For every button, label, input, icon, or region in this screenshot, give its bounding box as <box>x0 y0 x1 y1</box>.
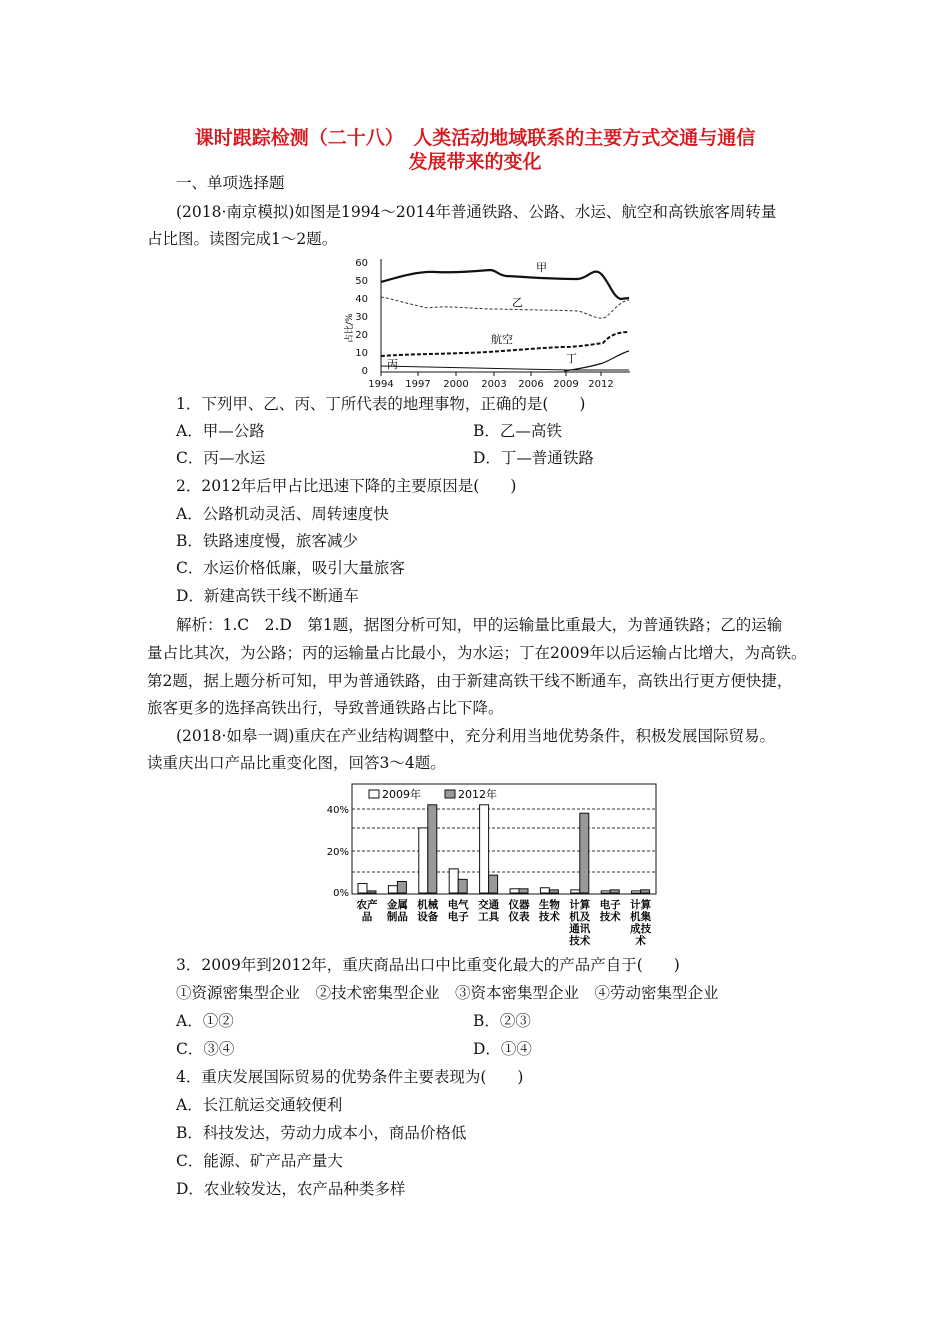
bar-2012-7 <box>580 813 589 893</box>
q1-stem: 1．下列甲、乙、丙、丁所代表的地理事物，正确的是( ) <box>176 395 586 413</box>
x-tick-1997: 1997 <box>405 379 431 390</box>
legend-2012-label: 2012年 <box>458 788 497 801</box>
bar-2012-9 <box>641 890 650 893</box>
answer-1-line-2: 量占比其次，为公路；丙的运输量占比最小，为水运；丁在2009年以后运输占比增大，为高铁。 <box>147 644 807 662</box>
title-line-1: 课时跟踪检测（二十八） 人类活动地域联系的主要方式交通与通信 <box>194 127 756 149</box>
q3-option-a: A．①② <box>176 1012 234 1030</box>
q1-option-a: A．甲—公路 <box>176 422 265 440</box>
category-label-2: 机械设备 <box>417 899 439 923</box>
q2-option-c: C．水运价格低廉，吸引大量旅客 <box>176 559 405 577</box>
label-yi: 乙 <box>512 296 523 309</box>
intro-2-line-2: 读重庆出口产品比重变化图，回答3～4题。 <box>147 754 446 772</box>
q2-stem: 2．2012年后甲占比迅速下降的主要原因是( ) <box>176 477 517 495</box>
y-tick-20pct: 20% <box>326 847 349 858</box>
intro-2-line-1: (2018·如皋一调)重庆在产业结构调整中，充分利用当地优势条件，积极发展国际贸易。 <box>176 727 775 745</box>
y-tick-40: 40 <box>355 294 368 305</box>
q1-option-d: D．丁—普通铁路 <box>473 449 594 467</box>
q2-option-a: A．公路机动灵活、周转速度快 <box>176 505 389 523</box>
q2-option-b: B．铁路速度慢，旅客减少 <box>176 532 358 550</box>
title-line-2: 发展带来的变化 <box>408 151 542 173</box>
bar-2012-3 <box>458 879 467 893</box>
y-tick-20: 20 <box>355 330 368 341</box>
q4-option-b: B．科技发达，劳动力成本小，商品价格低 <box>176 1124 467 1142</box>
bar-2009-0 <box>358 884 367 893</box>
q3-option-c: C．③④ <box>176 1040 235 1058</box>
y-tick-30: 30 <box>355 312 368 323</box>
q3-option-d: D．①④ <box>473 1040 532 1058</box>
bar-2012-2 <box>428 805 437 893</box>
legend-2009-swatch <box>369 790 379 798</box>
category-label-3: 电气电子 <box>447 899 469 923</box>
q3-stem: 3．2009年到2012年，重庆商品出口中比重变化最大的产品产自于( ) <box>176 956 680 974</box>
intro-1-line-1: (2018·南京模拟)如图是1994～2014年普通铁路、公路、水运、航空和高铁旅客周转量 <box>176 203 777 221</box>
intro-1-line-2: 占比图。读图完成1～2题。 <box>147 230 338 248</box>
category-label-9: 计算机集成技术 <box>630 899 652 947</box>
legend-2012-swatch <box>445 790 455 798</box>
q4-option-a: A．长江航运交通较便利 <box>176 1096 343 1114</box>
series-jia-line <box>381 270 629 299</box>
y-tick-50: 50 <box>355 276 368 287</box>
line-chart <box>338 255 638 390</box>
y-tick-0: 0 <box>361 366 368 377</box>
x-tick-2006: 2006 <box>518 379 544 390</box>
bar-2009-3 <box>449 869 458 893</box>
bar-2012-6 <box>549 890 558 893</box>
bar-2009-8 <box>601 891 610 893</box>
bar-2012-5 <box>519 889 528 893</box>
category-label-1: 金属制品 <box>386 899 408 923</box>
section-heading: 一、单项选择题 <box>176 174 285 192</box>
bar-2012-1 <box>397 881 406 893</box>
q4-stem: 4．重庆发展国际贸易的优势条件主要表现为( ) <box>176 1068 524 1086</box>
category-label-4: 交通工具 <box>478 899 500 923</box>
answer-1-line-1: 解析：1.C 2.D 第1题，据图分析可知，甲的运输量比重最大，为普通铁路；乙的运输 <box>176 616 783 634</box>
series-bing-line <box>381 366 629 370</box>
label-jia: 甲 <box>536 261 547 274</box>
bar-2009-6 <box>540 888 549 893</box>
category-label-6: 生物技术 <box>538 899 560 923</box>
q3-choices: ①资源密集型企业 ②技术密集型企业 ③资本密集型企业 ④劳动密集型企业 <box>176 984 719 1002</box>
x-tick-1994: 1994 <box>368 379 394 390</box>
bar-2009-1 <box>388 886 397 893</box>
q3-option-b: B．②③ <box>473 1012 531 1030</box>
answer-1-line-4: 旅客更多的选择高铁出行，导致普通铁路占比下降。 <box>147 699 504 717</box>
bar-2012-4 <box>489 875 498 893</box>
bar-2009-9 <box>632 891 641 893</box>
series-yi-line <box>381 297 629 318</box>
x-tick-2012: 2012 <box>588 379 614 390</box>
q1-option-c: C．丙—水运 <box>176 449 266 467</box>
q4-option-c: C．能源、矿产品产量大 <box>176 1152 343 1170</box>
category-label-8: 电子技术 <box>599 899 621 923</box>
q4-option-d: D．农业较发达，农产品种类多样 <box>176 1180 406 1198</box>
category-label-0: 农产品 <box>356 899 378 923</box>
q1-option-b: B．乙—高铁 <box>473 422 562 440</box>
label-hangkong: 航空 <box>491 333 513 346</box>
y-tick-40pct: 40% <box>326 805 349 816</box>
x-tick-2009: 2009 <box>553 379 579 390</box>
bar-2009-4 <box>480 805 489 893</box>
y-tick-10: 10 <box>355 348 368 359</box>
legend <box>369 787 497 801</box>
bar-2012-8 <box>610 890 619 893</box>
category-label-5: 仪器仪表 <box>508 899 530 923</box>
y-tick-0pct: 0% <box>333 888 349 899</box>
bar-chart <box>320 782 660 952</box>
y-axis-label: 占比/% <box>345 313 355 343</box>
y-tick-60: 60 <box>355 258 368 269</box>
answer-1-line-3: 第2题，据上题分析可知，甲为普通铁路，由于新建高铁干线不断通车，高铁出行更方便快捷， <box>147 672 793 690</box>
legend-2009-label: 2009年 <box>382 788 421 801</box>
bar-2009-2 <box>419 828 428 893</box>
category-label-7: 计算机及通讯技术 <box>569 899 591 947</box>
label-bing: 丙 <box>387 358 398 371</box>
bar-2009-5 <box>510 889 519 893</box>
bar-2009-7 <box>571 890 580 893</box>
q2-option-d: D．新建高铁干线不断通车 <box>176 587 359 605</box>
bar-2012-0 <box>367 891 376 893</box>
x-tick-2003: 2003 <box>481 379 507 390</box>
label-ding: 丁 <box>566 352 577 365</box>
x-tick-2000: 2000 <box>443 379 469 390</box>
